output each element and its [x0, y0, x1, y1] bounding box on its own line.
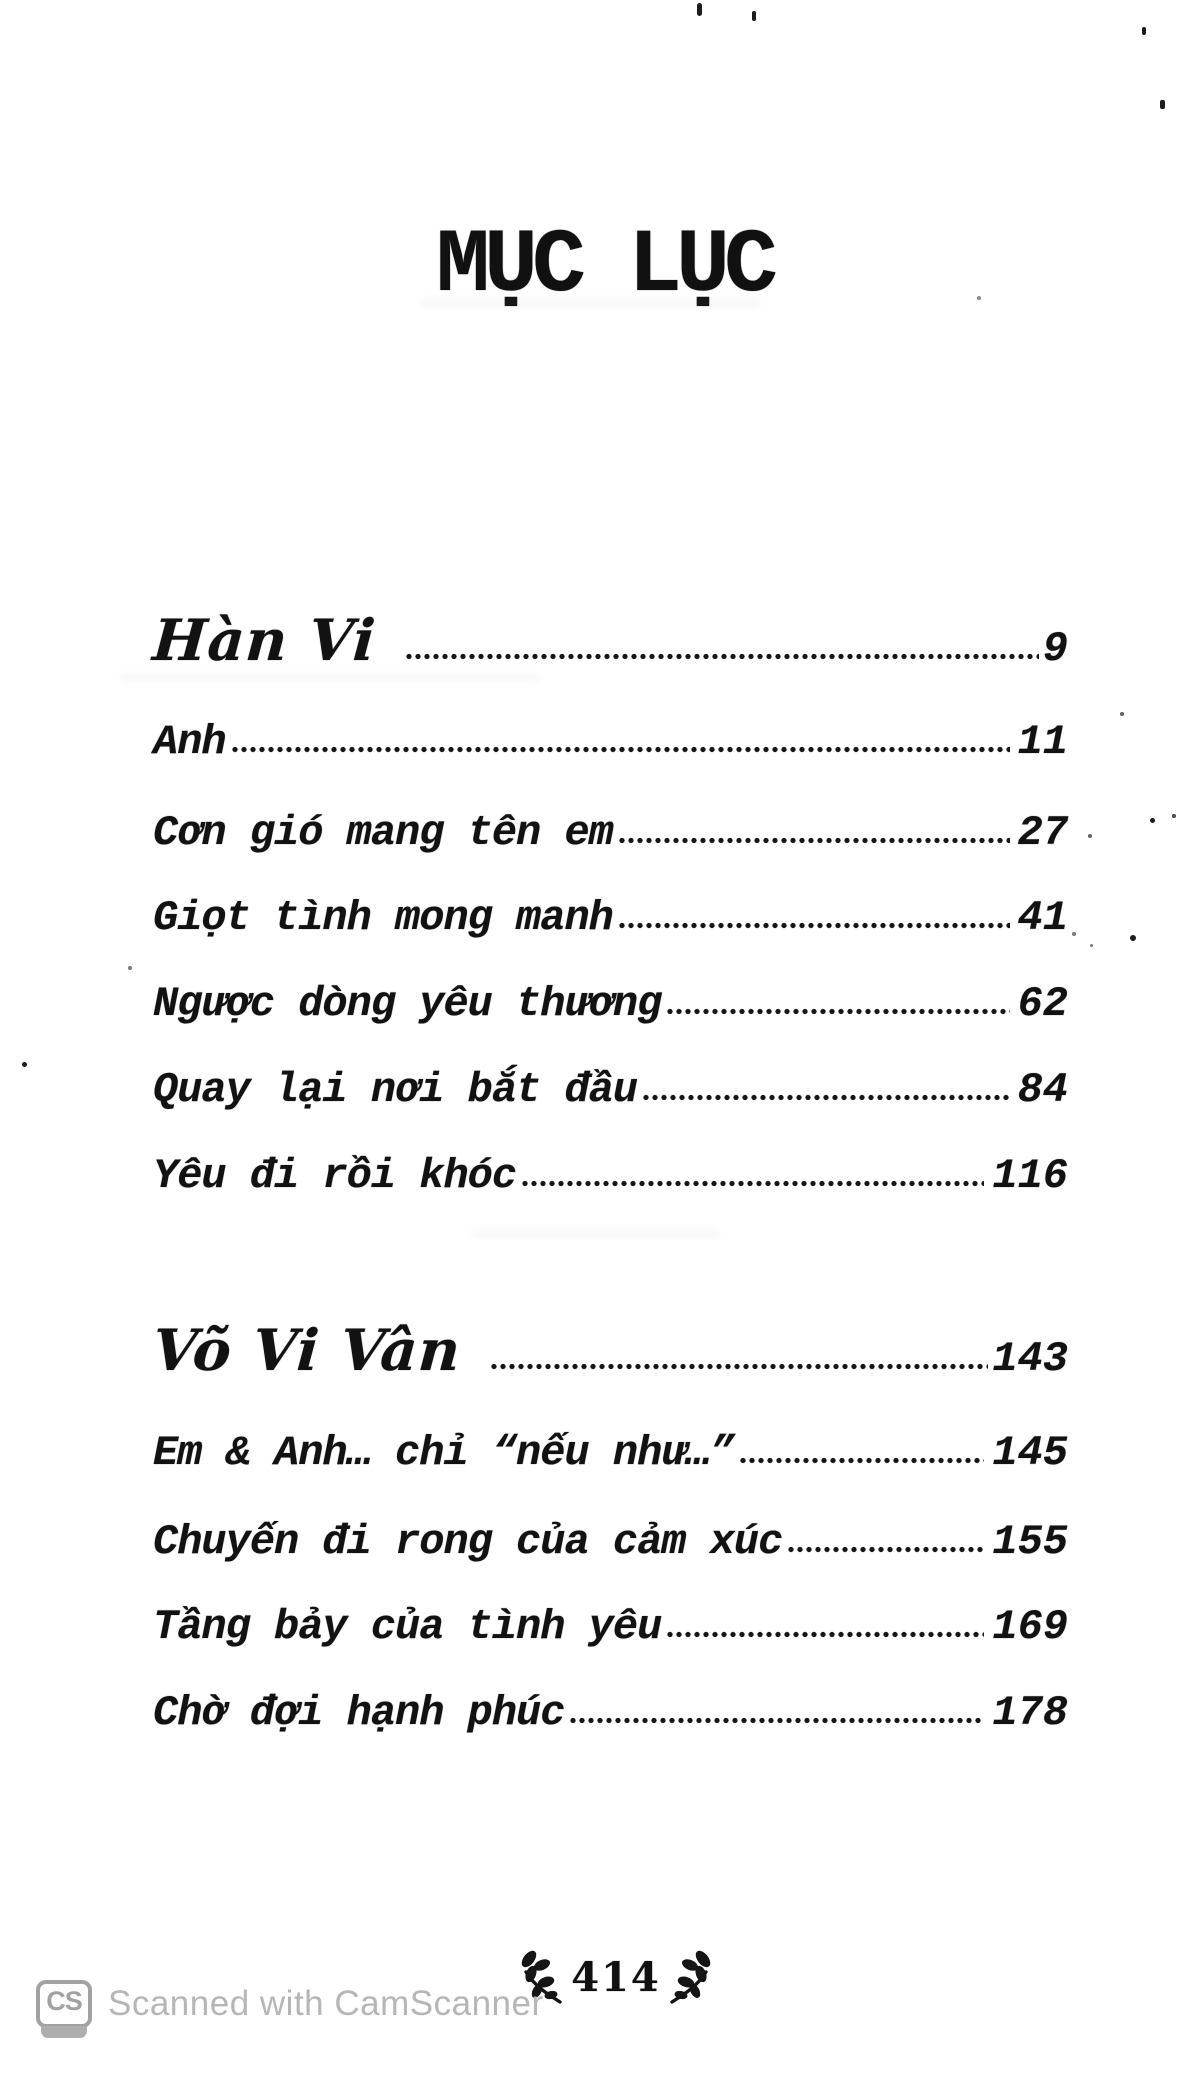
entry-label: Chuyến đi rong của cảm xúc — [153, 1518, 783, 1566]
scan-speck — [1120, 712, 1124, 716]
dot-leader — [232, 746, 1010, 753]
dot-leader — [788, 1546, 984, 1553]
entry-page-number: 41 — [1017, 894, 1068, 942]
entry-page-number: 169 — [992, 1603, 1068, 1651]
entry-page-number: 155 — [992, 1518, 1068, 1566]
dot-leader — [570, 1717, 984, 1724]
scan-speck — [128, 966, 132, 970]
author-name: Hàn Vi — [150, 607, 379, 674]
dot-leader — [406, 653, 1039, 660]
camscanner-watermark-text: Scanned with CamScanner — [108, 1984, 544, 2023]
toc-entry — [153, 1429, 1068, 1477]
dot-leader — [619, 922, 1010, 929]
page-title: MỤC LỤC — [435, 216, 773, 318]
author-name: Võ Vi Vân — [150, 1317, 464, 1384]
toc-entry — [153, 718, 1068, 766]
dot-leader — [667, 1631, 984, 1638]
toc-entry — [153, 1689, 1068, 1737]
entry-label: Cơn gió mang tên em — [153, 809, 613, 857]
scan-speck — [1142, 27, 1146, 35]
entry-label: Yêu đi rồi khóc — [153, 1152, 517, 1200]
dot-leader — [491, 1363, 988, 1370]
entry-label: Em & Anh… chỉ “nếu như…” — [153, 1429, 734, 1477]
toc-entry — [153, 980, 1068, 1028]
camscanner-logo-text: CS — [46, 1986, 82, 2016]
dot-leader — [740, 1457, 984, 1464]
entry-page-number: 116 — [992, 1152, 1068, 1200]
entry-label: Ngược dòng yêu thương — [153, 980, 662, 1028]
toc-entry — [153, 1066, 1068, 1114]
entry-page-number: 27 — [1017, 809, 1068, 857]
toc-section-header — [150, 607, 1068, 674]
leaf-ornament-right-icon — [667, 1950, 714, 2005]
entry-page-number: 11 — [1017, 718, 1068, 766]
scan-smudge — [420, 298, 760, 308]
author-page-number: 9 — [1042, 625, 1068, 673]
scan-smudge — [470, 1229, 720, 1238]
toc-section-header — [150, 1317, 1068, 1384]
scan-speck — [1172, 814, 1176, 818]
scan-speck — [1090, 944, 1093, 947]
entry-page-number: 84 — [1017, 1066, 1068, 1114]
toc-entry — [153, 1152, 1068, 1200]
toc-entry — [153, 894, 1068, 942]
dot-leader — [619, 837, 1010, 844]
entry-label: Chờ đợi hạnh phúc — [153, 1689, 565, 1737]
dot-leader — [522, 1180, 984, 1187]
camscanner-watermark — [36, 1980, 544, 2028]
scan-speck — [22, 1062, 27, 1067]
entry-page-number: 62 — [1017, 980, 1068, 1028]
scan-speck — [1160, 100, 1165, 109]
toc-entry — [153, 809, 1068, 857]
scan-speck — [697, 3, 702, 16]
camscanner-logo-base — [41, 2026, 87, 2038]
dot-leader — [667, 1008, 1009, 1015]
dot-leader — [643, 1094, 1009, 1101]
entry-label: Giọt tình mong manh — [153, 894, 613, 942]
entry-label: Quay lại nơi bắt đầu — [153, 1066, 638, 1114]
entry-label: Tầng bảy của tình yêu — [153, 1603, 662, 1651]
entry-page-number: 178 — [992, 1689, 1068, 1737]
page-number-footer: 414 — [571, 1953, 661, 2001]
author-page-number: 143 — [992, 1335, 1068, 1383]
scan-speck — [1150, 818, 1155, 823]
scan-smudge — [120, 673, 540, 682]
toc-entry — [153, 1603, 1068, 1651]
scan-speck — [1130, 935, 1136, 941]
entry-page-number: 145 — [992, 1429, 1068, 1477]
scan-speck — [1088, 834, 1092, 838]
scan-speck — [752, 11, 756, 21]
camscanner-logo-icon — [36, 1980, 92, 2028]
entry-label: Anh — [153, 718, 226, 766]
scan-speck — [1072, 932, 1076, 936]
scan-speck — [977, 296, 981, 300]
toc-entry — [153, 1518, 1068, 1566]
